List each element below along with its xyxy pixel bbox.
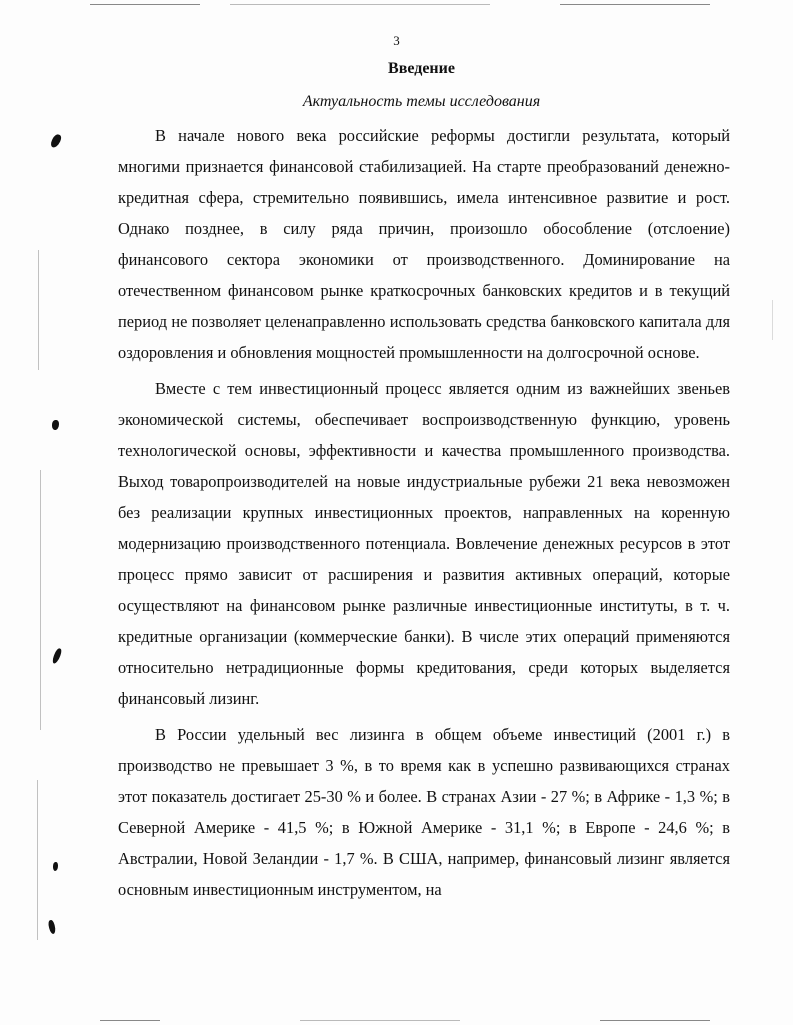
section-heading: Введение bbox=[388, 60, 455, 77]
left-margin-mark bbox=[38, 250, 39, 370]
body-text bbox=[118, 120, 730, 910]
ink-blot bbox=[52, 420, 59, 430]
paragraph: В России удельный вес лизинга в общем объеме инвестиций (2001 г.) в производство не превышает 3 %, в то время как в успешно развивающихся странах этот показатель достигает 25-30 % и более. В странах Азии - 27 %; в Африке - 1,3 %; в Северной Америке - 41,5 %; в Южной Америке - 31,1 %; в Европе - 24,6 %; в Австралии, Новой Зеландии - 1,7 %. В США, например, финансовый лизинг является основным инвестиционным инструментом, на bbox=[118, 725, 730, 899]
top-scan-edge bbox=[90, 4, 200, 5]
bottom-scan-edge bbox=[300, 1020, 460, 1021]
left-margin-mark bbox=[37, 780, 38, 940]
section-subheading: Актуальность темы исследования bbox=[302, 93, 541, 110]
left-margin-mark bbox=[40, 470, 41, 730]
bottom-scan-edge bbox=[100, 1020, 160, 1021]
page-number: 3 bbox=[393, 33, 400, 48]
ink-blot bbox=[53, 862, 58, 871]
right-margin-mark bbox=[772, 300, 773, 340]
ink-blot bbox=[51, 647, 62, 664]
paragraph: Вместе с тем инвестиционный процесс является одним из важнейших звеньев экономической системы, обеспечивает воспроизводственную функцию, уровень технологической основы, эффективности и качества промышленного производства. Выход товаропроизводителей на новые индустриальные рубежи 21 века невозможен без реализации крупных инвестиционных проектов, направленных на коренную модернизацию производственного потенциала. Вовлечение денежных ресурсов в этот процесс прямо зависит от расширения и развития активных операций, которые осуществляют на финансовом рынке различные инвестиционные институты, в т. ч. кредитные организации (коммерческие банки). В числе этих операций применяются относительно нетрадиционные формы кредитования, среди которых выделяется финансовый лизинг. bbox=[118, 379, 730, 708]
top-scan-edge bbox=[230, 4, 490, 5]
ink-blot bbox=[49, 133, 62, 149]
paragraph: В начале нового века российские реформы достигли результата, который многими признается финансовой стабилизацией. На старте преобразований денежно-кредитная сфера, стремительно появившись, имела интенсивное развитие и рост. Однако позднее, в силу ряда причин, произошло обособление (отслоение) финансового сектора экономики от производственного. Доминирование на отечественном финансовом рынке краткосрочных банковских кредитов и в текущий период не позволяет целенаправленно использовать средства банковского капитала для оздоровления и обновления мощностей промышленности на долгосрочной основе. bbox=[118, 126, 730, 362]
top-scan-edge bbox=[560, 4, 710, 5]
bottom-scan-edge bbox=[600, 1020, 710, 1021]
ink-blot bbox=[47, 919, 56, 934]
